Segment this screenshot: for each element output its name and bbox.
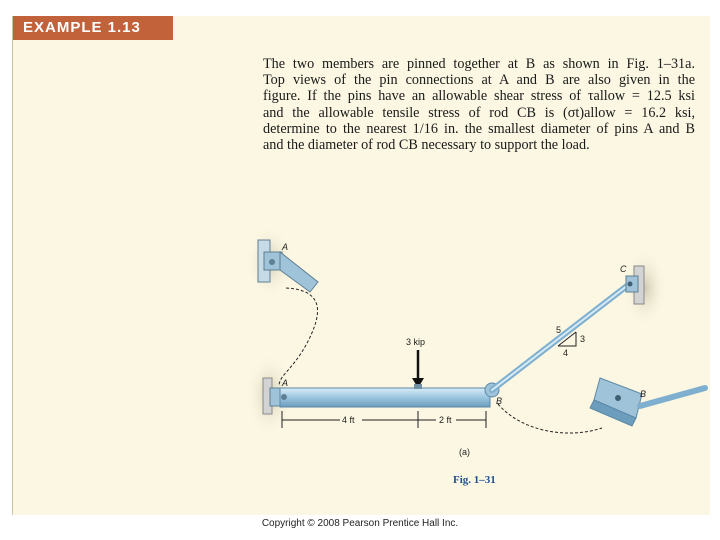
problem-line: and the allowable tensile stress of rod CB is (σt)allow = 16.2 ksi, [263, 104, 695, 121]
point-a: A [282, 378, 289, 388]
dimension-right: 2 ft [439, 415, 452, 425]
problem-line: Top views of the pin connections at A and B are also given in the [263, 72, 695, 89]
dimension-line [282, 411, 486, 428]
figure-caption: Fig. 1–31 [453, 474, 496, 486]
example-tab: EXAMPLE 1.13 [13, 16, 173, 40]
dimension-left: 4 ft [342, 415, 355, 425]
problem-line: The two members are pinned together at B as shown in Fig. 1–31a. [263, 56, 695, 72]
pin-b-detail [590, 378, 705, 426]
point-c: C [620, 264, 627, 274]
point-b: B [496, 396, 503, 406]
slope-hyp: 5 [556, 325, 562, 335]
point-a-top: A [282, 242, 289, 252]
leader-b [498, 404, 602, 433]
point-b-detail: B [640, 389, 647, 399]
member-ab [280, 388, 490, 407]
problem-line: and the diameter of rod CB necessary to support the load. [263, 137, 590, 154]
load-arrow [412, 350, 424, 389]
problem-line: determine to the nearest 1/16 in. the smallest diameter of pins A and B [263, 120, 695, 137]
slope-rise: 3 [580, 334, 586, 344]
subfigure-label: (a) [459, 447, 470, 457]
problem-line: figure. If the pins have an allowable shear stress of τallow = 12.5 ksi [263, 88, 695, 105]
copyright-notice: Copyright © 2008 Pearson Prentice Hall Inc. [261, 518, 459, 529]
slope-run: 4 [563, 348, 569, 358]
pin-a [281, 394, 287, 400]
load-label: 3 kip [406, 337, 426, 347]
